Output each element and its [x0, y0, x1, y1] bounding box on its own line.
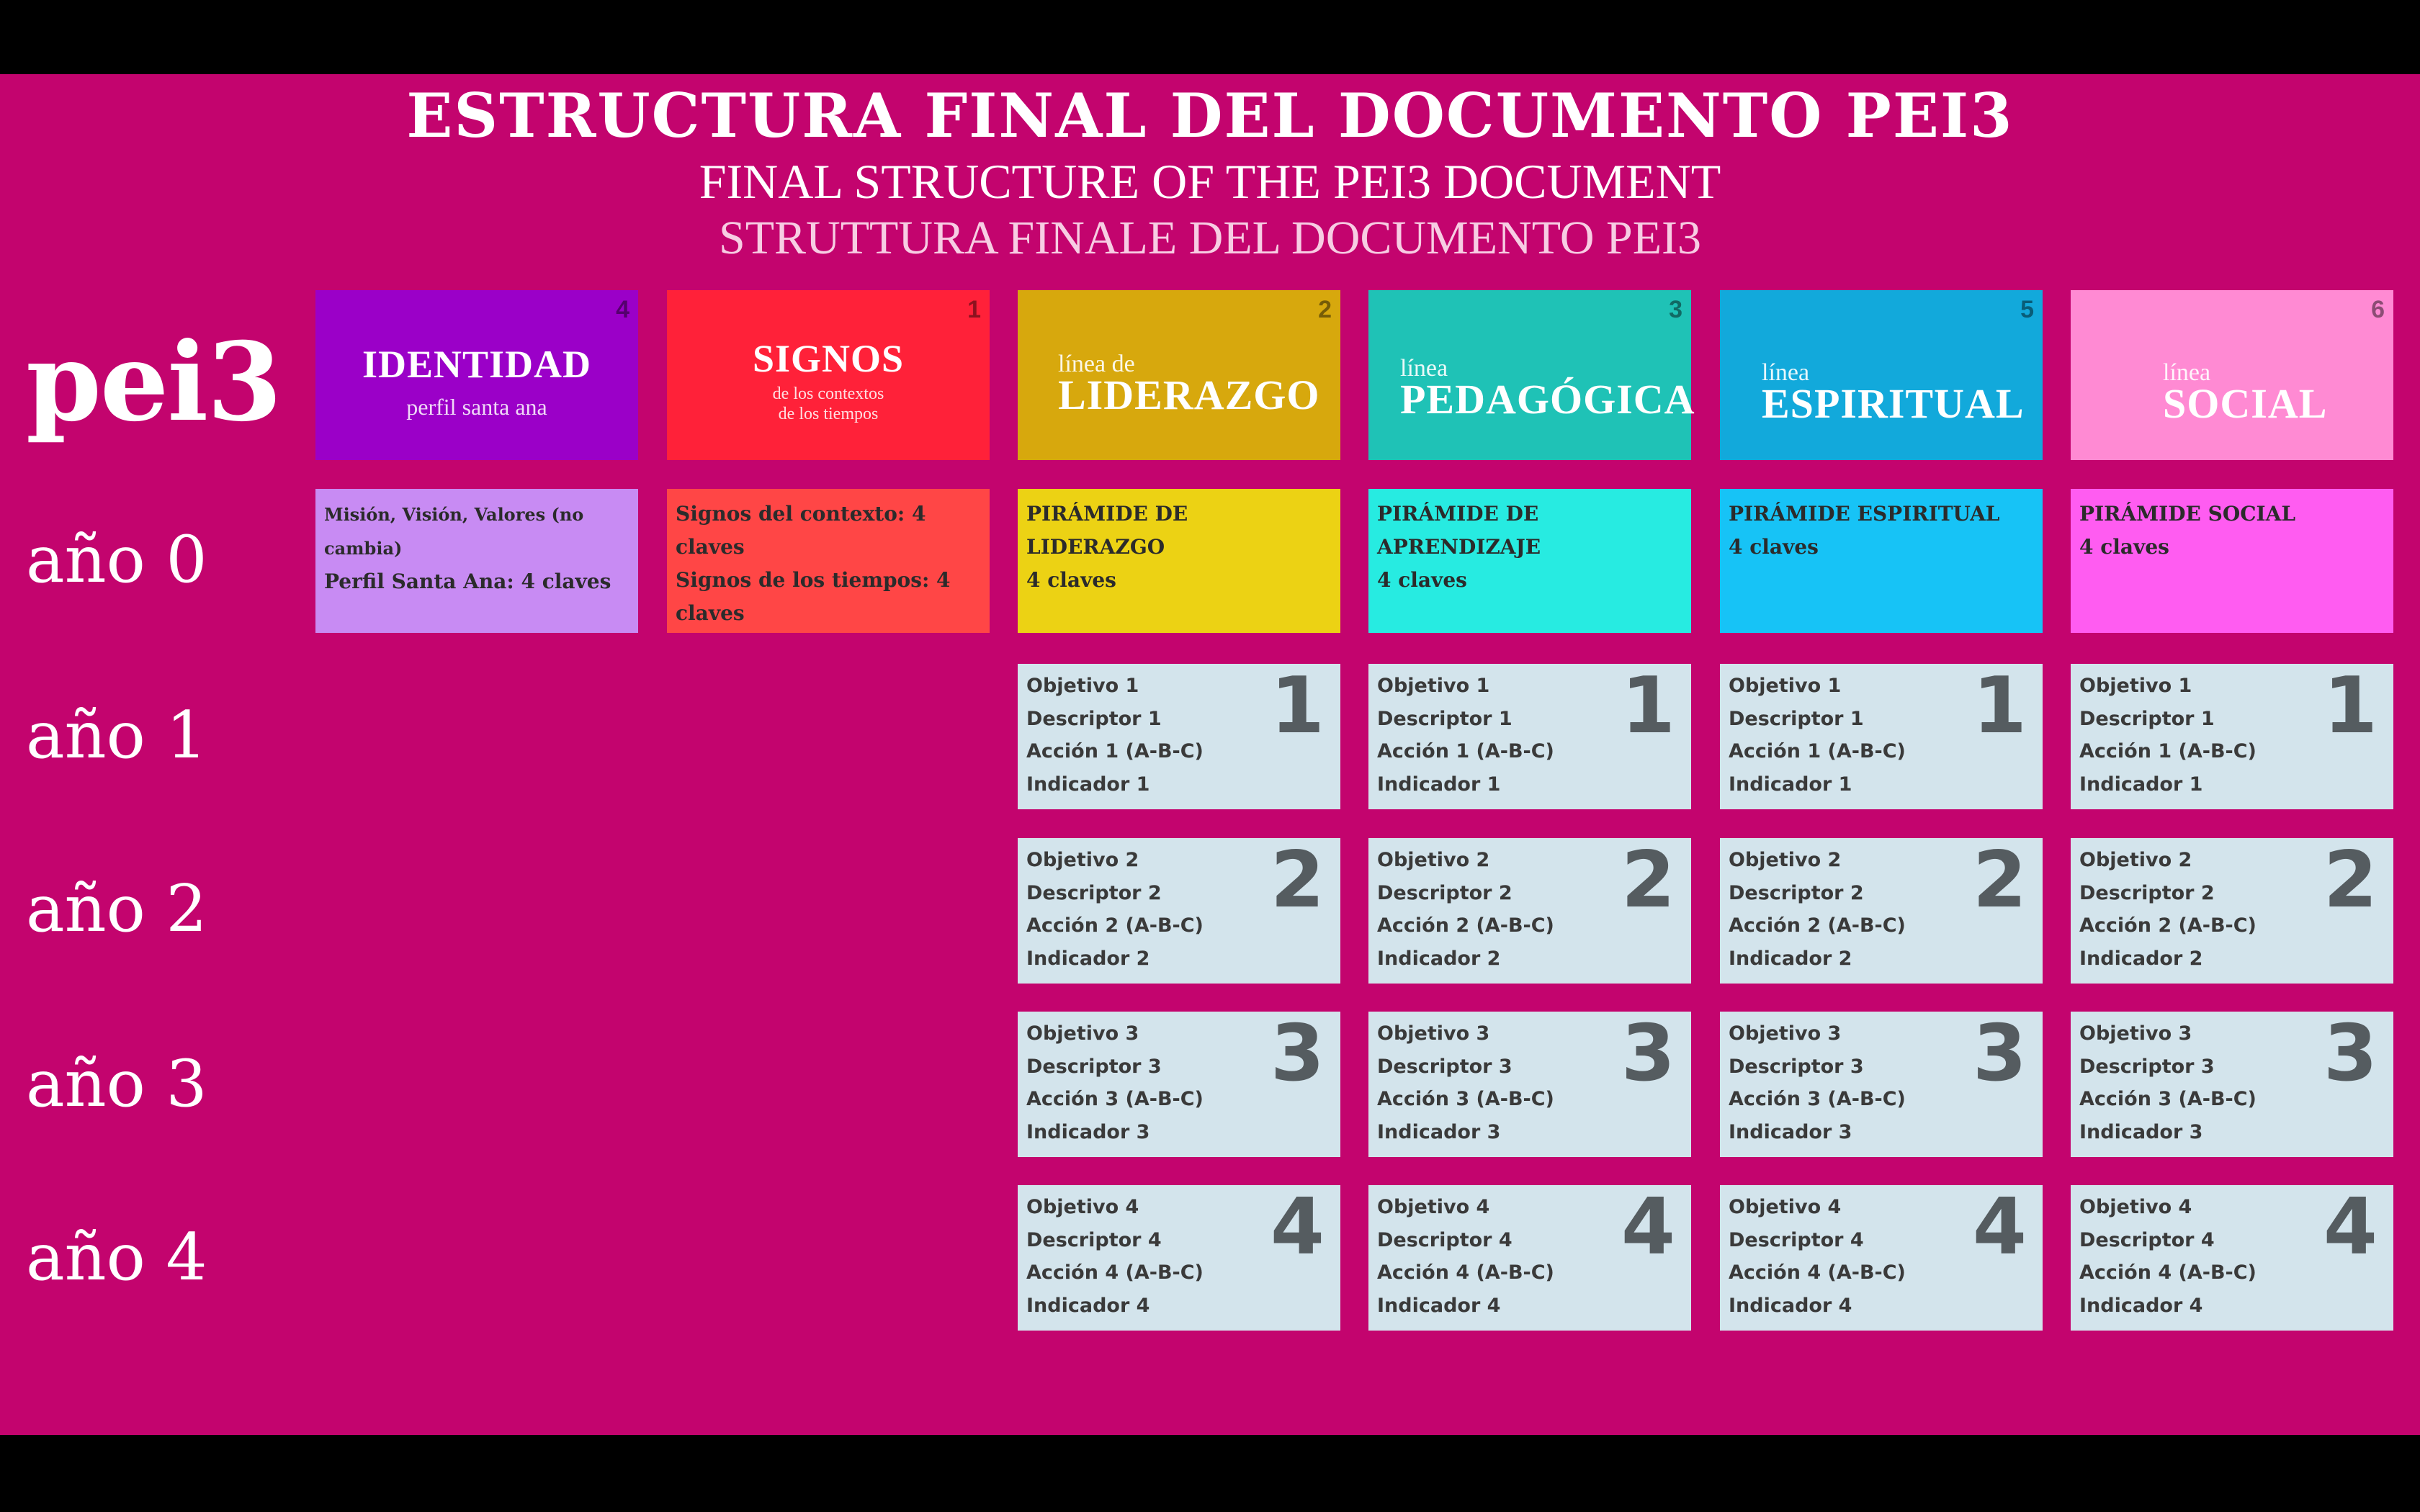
objective-line: Objetivo 3: [1377, 1022, 1490, 1045]
objective-line: Indicador 3: [1377, 1120, 1501, 1143]
objective-cell-liderazgo-2: [1018, 835, 1340, 984]
year0-box-pedagogica: [1368, 489, 1691, 633]
objective-line: Descriptor 1: [1026, 707, 1162, 730]
objective-line: Descriptor 4: [1729, 1228, 1864, 1251]
column-number: 5: [2020, 296, 2034, 323]
column-subtitle: de los contextos de los tiempos: [772, 384, 884, 423]
slide: [0, 74, 2420, 1435]
objective-cell-pedagogica-1: [1368, 661, 1691, 809]
objective-line: Indicador 2: [1729, 947, 1852, 970]
objective-line: Objetivo 1: [1729, 675, 1842, 697]
year0-line: PIRÁMIDE ESPIRITUAL: [1729, 502, 2000, 526]
objective-number: 2: [2323, 835, 2378, 925]
column-number: 3: [1669, 296, 1682, 323]
objective-cell-pedagogica-4: [1368, 1182, 1691, 1331]
objective-line: Objetivo 3: [2079, 1022, 2192, 1045]
objective-number: 2: [1270, 835, 1325, 925]
header-card-signos: [667, 290, 990, 460]
objective-line: Indicador 4: [1377, 1294, 1501, 1317]
column-number: 1: [967, 296, 981, 323]
year0-line: 4 claves: [1377, 568, 1467, 592]
objective-line: Acción 1 (A-B-C): [2079, 740, 2257, 762]
objective-line: Indicador 1: [1377, 773, 1501, 796]
objective-line: Acción 2 (A-B-C): [1026, 914, 1204, 937]
objective-line: Indicador 4: [1729, 1294, 1852, 1317]
objective-line: Indicador 3: [1729, 1120, 1852, 1143]
objective-line: Acción 3 (A-B-C): [1026, 1088, 1204, 1110]
objective-line: Objetivo 1: [1026, 675, 1139, 697]
objective-line: Objetivo 2: [2079, 849, 2192, 871]
objective-line: Acción 1 (A-B-C): [1026, 740, 1204, 762]
objective-cell-espiritual-4: [1720, 1182, 2043, 1331]
objective-line: Descriptor 2: [1377, 881, 1512, 904]
objective-number: 4: [1621, 1182, 1675, 1272]
objective-line: Descriptor 1: [1729, 707, 1864, 730]
year0-line: 4 claves: [1729, 535, 1819, 559]
objective-number: 3: [2323, 1009, 2378, 1099]
year0-box-identidad: [315, 489, 638, 633]
year-label-3: año 3: [26, 1046, 207, 1122]
header-card-identidad: [315, 290, 638, 460]
column-number: 2: [1318, 296, 1332, 323]
column-number: 6: [2371, 296, 2385, 323]
year0-line: Signos de los tiempos: 4 claves: [676, 568, 951, 625]
objective-line: Acción 4 (A-B-C): [1026, 1261, 1204, 1284]
column-prefix: línea: [1400, 355, 1448, 382]
objective-number: 1: [2323, 661, 2378, 751]
year0-line: PIRÁMIDE SOCIAL: [2079, 502, 2296, 526]
objective-line: Objetivo 1: [2079, 675, 2192, 697]
objective-line: Acción 4 (A-B-C): [1729, 1261, 1906, 1284]
year0-line: Perfil Santa Ana: 4 claves: [324, 570, 611, 593]
objective-line: Descriptor 3: [2079, 1055, 2215, 1078]
objective-line: Indicador 2: [1026, 947, 1150, 970]
page-subtitle-english: FINAL STRUCTURE OF THE PEI3 DOCUMENT: [699, 154, 1721, 209]
objective-cell-liderazgo-3: [1018, 1009, 1340, 1157]
objective-line: Indicador 4: [1026, 1294, 1150, 1317]
objective-line: Objetivo 4: [2079, 1196, 2192, 1218]
year0-line: Signos del contexto: 4 claves: [676, 502, 926, 559]
column-name: ESPIRITUAL: [1762, 380, 2025, 427]
objective-cell-social-1: [2071, 661, 2393, 809]
objective-line: Acción 3 (A-B-C): [2079, 1088, 2257, 1110]
objective-number: 1: [1270, 661, 1325, 751]
objective-cell-social-3: [2071, 1009, 2393, 1157]
column-name: SOCIAL: [2163, 380, 2328, 427]
brand-logo: pei3: [26, 319, 281, 446]
header-card-pedagogica: [1368, 290, 1695, 460]
objective-line: Objetivo 2: [1377, 849, 1490, 871]
objective-line: Objetivo 4: [1377, 1196, 1490, 1218]
header-card-liderazgo: [1018, 290, 1340, 460]
objective-line: Acción 4 (A-B-C): [1377, 1261, 1554, 1284]
year0-line: Misión, Visión, Valores (no cambia): [324, 504, 584, 559]
year-label-2: año 2: [26, 871, 207, 947]
year0-line: PIRÁMIDE DE APRENDIZAJE: [1377, 502, 1541, 559]
year0-line: 4 claves: [2079, 535, 2169, 559]
objective-line: Indicador 2: [1377, 947, 1501, 970]
objective-line: Indicador 1: [1026, 773, 1150, 796]
objective-line: Objetivo 3: [1026, 1022, 1139, 1045]
objective-cell-liderazgo-1: [1018, 661, 1340, 809]
objective-number: 4: [1972, 1182, 2027, 1272]
objective-number: 3: [1621, 1009, 1675, 1099]
column-name: LIDERAZGO: [1058, 372, 1320, 418]
objective-number: 1: [1621, 661, 1675, 751]
objective-line: Descriptor 4: [1026, 1228, 1162, 1251]
objective-line: Acción 2 (A-B-C): [1729, 914, 1906, 937]
objective-line: Acción 2 (A-B-C): [1377, 914, 1554, 937]
page-subtitle-italian: STRUTTURA FINALE DEL DOCUMENTO PEI3: [719, 212, 1701, 264]
objective-line: Indicador 1: [2079, 773, 2203, 796]
column-prefix: línea: [1762, 359, 1810, 386]
objective-line: Acción 4 (A-B-C): [2079, 1261, 2257, 1284]
objective-cell-espiritual-1: [1720, 661, 2043, 809]
objective-number: 1: [1972, 661, 2027, 751]
objective-line: Descriptor 2: [1026, 881, 1162, 904]
objective-cell-pedagogica-3: [1368, 1009, 1691, 1157]
year-label-0: año 0: [26, 522, 207, 598]
objective-number: 2: [1621, 835, 1675, 925]
objective-line: Objetivo 2: [1026, 849, 1139, 871]
objective-line: Acción 3 (A-B-C): [1377, 1088, 1554, 1110]
objective-line: Indicador 4: [2079, 1294, 2203, 1317]
year0-line: PIRÁMIDE DE LIDERAZGO: [1026, 502, 1188, 559]
objective-line: Acción 3 (A-B-C): [1729, 1088, 1906, 1110]
column-subtitle: perfil santa ana: [406, 394, 547, 420]
header-card-espiritual: [1720, 290, 2043, 460]
objective-line: Descriptor 1: [1377, 707, 1512, 730]
objective-line: Objetivo 3: [1729, 1022, 1842, 1045]
objective-line: Descriptor 2: [1729, 881, 1864, 904]
objective-line: Indicador 3: [1026, 1120, 1150, 1143]
column-prefix: línea de: [1058, 351, 1135, 377]
objective-line: Acción 2 (A-B-C): [2079, 914, 2257, 937]
objective-cell-social-2: [2071, 835, 2393, 984]
objective-line: Descriptor 4: [2079, 1228, 2215, 1251]
objective-number: 2: [1972, 835, 2027, 925]
objective-line: Acción 1 (A-B-C): [1377, 740, 1554, 762]
column-name: SIGNOS: [752, 337, 905, 380]
column-prefix: línea: [2163, 359, 2211, 386]
objective-number: 4: [1270, 1182, 1325, 1272]
objective-cell-espiritual-2: [1720, 835, 2043, 984]
objective-cell-pedagogica-2: [1368, 835, 1691, 984]
column-name: IDENTIDAD: [362, 343, 592, 386]
year-label-4: año 4: [26, 1220, 207, 1295]
page-title: ESTRUCTURA FINAL DEL DOCUMENTO PEI3: [406, 80, 2014, 151]
objective-number: 3: [1972, 1009, 2027, 1099]
objective-line: Descriptor 4: [1377, 1228, 1512, 1251]
year0-box-social: [2071, 489, 2393, 633]
objective-line: Descriptor 3: [1377, 1055, 1512, 1078]
objective-line: Descriptor 3: [1729, 1055, 1864, 1078]
objective-line: Objetivo 4: [1026, 1196, 1139, 1218]
objective-line: Indicador 1: [1729, 773, 1852, 796]
column-number: 4: [616, 296, 629, 323]
objective-line: Objetivo 2: [1729, 849, 1842, 871]
objective-number: 4: [2323, 1182, 2378, 1272]
objective-cell-espiritual-3: [1720, 1009, 2043, 1157]
objective-line: Acción 1 (A-B-C): [1729, 740, 1906, 762]
year0-box-espiritual: [1720, 489, 2043, 633]
year0-box-signos: [667, 489, 990, 633]
year-label-1: año 1: [26, 698, 207, 773]
column-name: PEDAGÓGICA: [1400, 376, 1695, 423]
year0-box-liderazgo: [1018, 489, 1340, 633]
header-card-social: [2071, 290, 2393, 460]
objective-line: Objetivo 1: [1377, 675, 1490, 697]
objective-cell-liderazgo-4: [1018, 1182, 1340, 1331]
objective-line: Descriptor 1: [2079, 707, 2215, 730]
objective-cell-social-4: [2071, 1182, 2393, 1331]
objective-number: 3: [1270, 1009, 1325, 1099]
objective-line: Descriptor 2: [2079, 881, 2215, 904]
year0-line: 4 claves: [1026, 568, 1116, 592]
objective-line: Objetivo 4: [1729, 1196, 1842, 1218]
objective-line: Indicador 3: [2079, 1120, 2203, 1143]
objective-line: Indicador 2: [2079, 947, 2203, 970]
objective-line: Descriptor 3: [1026, 1055, 1162, 1078]
